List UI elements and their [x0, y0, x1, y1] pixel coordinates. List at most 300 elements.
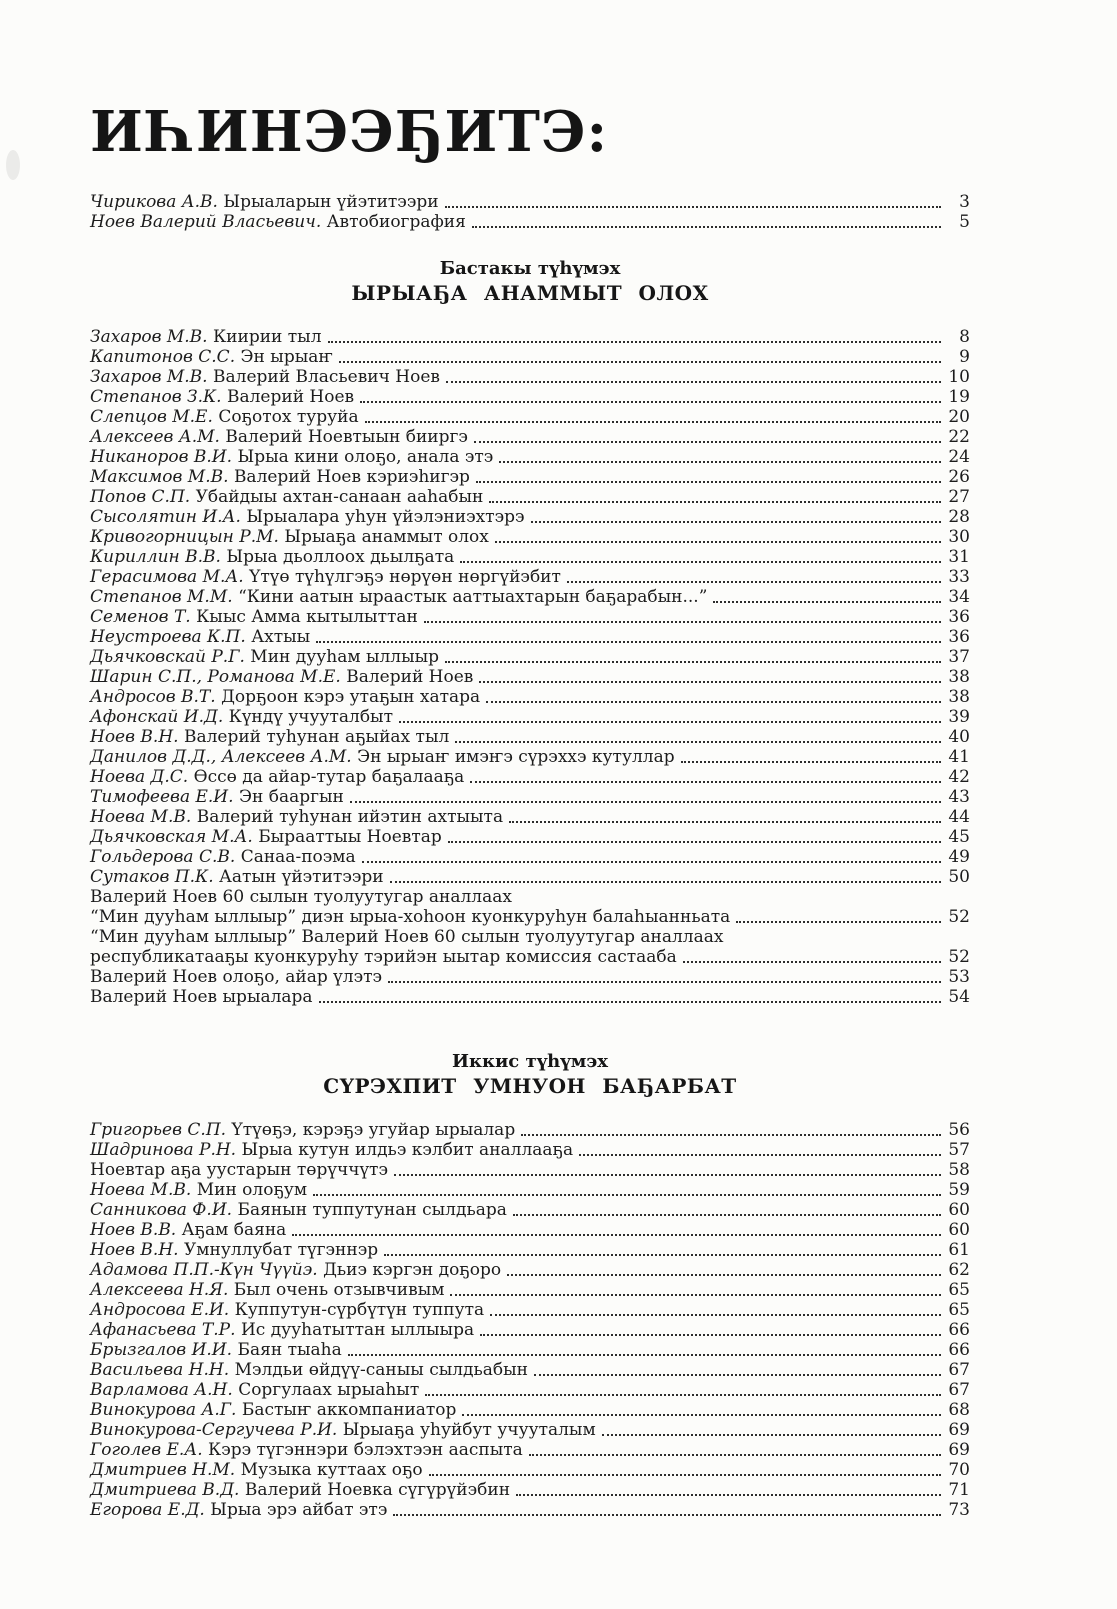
toc-entry-line	[90, 707, 970, 727]
toc-entry-line	[90, 787, 970, 807]
entry-author: Варламова А.Н.	[90, 1380, 233, 1401]
toc-entry	[90, 212, 970, 232]
entry-page-number: 41	[948, 747, 970, 768]
entry-author: Максимов М.В.	[90, 467, 229, 488]
dot-leader	[448, 841, 941, 843]
toc-entry-line	[90, 907, 970, 927]
entry-author: Дмитриева В.Д.	[90, 1480, 240, 1501]
toc-entry	[90, 1260, 970, 1280]
entry-title: Ырыаларын үйэтитээри	[223, 192, 439, 213]
entry-page-number: 10	[948, 367, 970, 388]
entry-author: Захаров М.В.	[90, 367, 208, 388]
entry-author: Семенов Т.	[90, 607, 191, 628]
dot-leader	[424, 621, 941, 623]
entry-author: Санникова Ф.И.	[90, 1200, 233, 1221]
dot-leader	[393, 1514, 941, 1516]
entry-title: Кэрэ түгэннэри бэлэхтээн ааспыта	[208, 1440, 523, 1461]
toc-entry-line	[90, 1360, 970, 1380]
entry-author: Степанов М.М.	[90, 587, 233, 608]
entry-author: Никаноров В.И.	[90, 447, 233, 468]
dot-leader	[394, 1174, 941, 1176]
entry-title: Валерий Ноев	[346, 667, 474, 688]
dot-leader	[362, 861, 941, 863]
entry-title: Үтүөҕэ, кэрэҕэ угуйар ырыалар	[231, 1120, 516, 1141]
entry-author: Слепцов М.Е.	[90, 407, 213, 428]
entry-title: Валерий Ноев олоҕо, айар үлэтэ	[90, 967, 383, 988]
toc-entry	[90, 1140, 970, 1160]
toc-entry	[90, 1500, 970, 1520]
dot-leader	[474, 441, 941, 443]
dot-leader	[313, 1194, 941, 1196]
entry-title: Санаа-поэма	[240, 847, 356, 868]
entry-page-number: 50	[948, 867, 970, 888]
toc-entry	[90, 427, 970, 447]
entry-page-number: 42	[948, 767, 970, 788]
toc-entry	[90, 1440, 970, 1460]
toc-entry	[90, 687, 970, 707]
toc-entry	[90, 487, 970, 507]
toc-entry-line	[90, 727, 970, 747]
entry-page-number: 38	[948, 667, 970, 688]
toc-entry-line	[90, 827, 970, 847]
dot-leader	[479, 681, 941, 683]
entry-title: “Мин дууһам ыллыыр” диэн ырыа-хоһоон куонкуруһун балаһыанньата	[90, 907, 731, 928]
entry-wrap-line: “Мин дууһам ыллыыр” Валерий Ноев 60 сылын туолуутугар аналлаах	[90, 927, 724, 948]
toc-entry-line	[90, 627, 970, 647]
toc-entry-line	[90, 347, 970, 367]
toc-entry-line	[90, 327, 970, 347]
dot-leader	[534, 1374, 941, 1376]
entry-page-number: 70	[948, 1460, 970, 1481]
entry-author: Шадринова Р.Н.	[90, 1140, 237, 1161]
toc-entry-line	[90, 587, 970, 607]
dot-leader	[486, 701, 941, 703]
entry-title: Валерий Ноев кэриэһигэр	[233, 467, 470, 488]
toc-entry	[90, 1380, 970, 1400]
section-heading	[90, 1051, 970, 1100]
entry-page-number: 49	[948, 847, 970, 868]
dot-leader	[425, 1394, 941, 1396]
entry-author: Ноев В.Н.	[90, 727, 179, 748]
toc-entry	[90, 1120, 970, 1140]
entry-title: Бастыҥ аккомпаниатор	[241, 1400, 457, 1421]
entry-author: Гольдерова С.В.	[90, 847, 236, 868]
dot-leader	[390, 881, 941, 883]
toc-entry-line	[90, 527, 970, 547]
toc-entry-line	[90, 1480, 970, 1500]
toc-entry-line	[90, 1120, 970, 1140]
toc-entry	[90, 787, 970, 807]
entry-page-number: 66	[948, 1320, 970, 1341]
toc-entry	[90, 367, 970, 387]
toc-entry	[90, 447, 970, 467]
entry-author: Кривогорницын Р.М.	[90, 527, 279, 548]
entry-author: Афонскай И.Д.	[90, 707, 224, 728]
entry-page-number: 65	[948, 1300, 970, 1321]
entry-author: Захаров М.В.	[90, 327, 208, 348]
toc-entry	[90, 467, 970, 487]
section-heading-sub: Бастакы түһүмэх	[439, 258, 621, 280]
entry-page-number: 67	[948, 1380, 970, 1401]
entry-page-number: 61	[948, 1240, 970, 1261]
entry-title: Бырааттыы Ноевтар	[258, 827, 442, 848]
section-heading-sub: Иккис түһүмэх	[451, 1051, 609, 1073]
entry-page-number: 68	[948, 1400, 970, 1421]
toc-entry	[90, 1240, 970, 1260]
entry-title: Ырыалара уһун үйэлэниэхтэрэ	[246, 507, 525, 528]
section-heading-main: ЫРЫАҔА АНАММЫТ ОЛОХ	[351, 281, 709, 306]
entry-author: Степанов З.К.	[90, 387, 222, 408]
dot-leader	[567, 581, 941, 583]
entry-title: Аҕам баяна	[181, 1220, 287, 1241]
entry-wrap-line: Валерий Ноев 60 сылын туолуутугар аналлаах	[90, 887, 512, 908]
entry-author: Ноев В.Н.	[90, 1240, 179, 1261]
entry-title: Валерий туһунан ийэтин ахтыыта	[196, 807, 504, 828]
dot-leader	[399, 721, 941, 723]
entry-page-number: 45	[948, 827, 970, 848]
dot-leader	[450, 1294, 941, 1296]
toc-entry	[90, 1200, 970, 1220]
toc-entry	[90, 527, 970, 547]
toc-entry-line	[90, 1420, 970, 1440]
entry-page-number: 27	[948, 487, 970, 508]
entry-page-number: 28	[948, 507, 970, 528]
dot-leader	[476, 481, 941, 483]
entry-title: Ырыаҕа анаммыт олох	[284, 527, 489, 548]
entry-author: Васильева Н.Н.	[90, 1360, 230, 1381]
entry-author: Ноев Валерий Власьевич.	[90, 212, 322, 233]
toc-entry-line	[90, 667, 970, 687]
entry-title: Музыка куттаах оҕо	[240, 1460, 423, 1481]
entry-author: Дмитриев Н.М.	[90, 1460, 236, 1481]
toc-entry	[90, 1420, 970, 1440]
toc-entry-line	[90, 1400, 970, 1420]
entry-title: Валерий Ноевтыын бииргэ	[225, 427, 468, 448]
entry-title: Валерий Власьевич Ноев	[213, 367, 440, 388]
toc-entry	[90, 587, 970, 607]
toc-entry	[90, 567, 970, 587]
entry-title: Был очень отзывчивым	[233, 1280, 445, 1301]
dot-leader	[365, 421, 941, 423]
toc-entry	[90, 767, 970, 787]
entry-title: Валерий Ноевка сүгүрүйэбин	[244, 1480, 511, 1501]
entry-author: Ноева М.В.	[90, 807, 192, 828]
toc-group	[90, 1051, 970, 1520]
dot-leader	[602, 1434, 941, 1436]
entry-author: Адамова П.П.-Күн Чүүйэ.	[90, 1260, 318, 1281]
toc-entry-line	[90, 1300, 970, 1320]
entry-page-number: 19	[948, 387, 970, 408]
toc-entry	[90, 967, 970, 987]
toc-entry-line	[90, 507, 970, 527]
toc-entry	[90, 847, 970, 867]
entry-page-number: 58	[948, 1160, 970, 1181]
entry-page-number: 24	[948, 447, 970, 468]
entry-page-number: 67	[948, 1360, 970, 1381]
toc-entry	[90, 547, 970, 567]
toc-entry	[90, 192, 970, 212]
entry-page-number: 26	[948, 467, 970, 488]
entry-page-number: 56	[948, 1120, 970, 1141]
entry-page-number: 36	[948, 627, 970, 648]
toc-entry-line	[90, 1460, 970, 1480]
entry-title: Ырыа эрэ айбат этэ	[210, 1500, 388, 1521]
entry-title: Валерий туһунан аҕыйах тыл	[183, 727, 450, 748]
toc-entry	[90, 607, 970, 627]
dot-leader	[579, 1154, 941, 1156]
entry-title: Ноевтар аҕа уустарын төрүччүтэ	[90, 1160, 388, 1181]
entry-page-number: 44	[948, 807, 970, 828]
entry-title: Куппутун-сүрбүтүн туппута	[234, 1300, 485, 1321]
entry-title: Киирии тыл	[213, 327, 322, 348]
entry-page-number: 30	[948, 527, 970, 548]
entry-page-number: 52	[948, 907, 970, 928]
dot-leader	[489, 501, 941, 503]
entry-author: Кириллин В.В.	[90, 547, 221, 568]
toc-entry-line	[90, 212, 970, 232]
dot-leader	[513, 1214, 941, 1216]
entry-title: Мин олоҕум	[196, 1180, 308, 1201]
dot-leader	[495, 541, 941, 543]
dot-leader	[319, 1001, 941, 1003]
toc-entries	[90, 192, 970, 232]
toc-entry-line	[90, 987, 970, 1007]
section-heading	[90, 258, 970, 307]
toc-entry	[90, 867, 970, 887]
dot-leader	[681, 761, 941, 763]
toc-entry-line	[90, 1500, 970, 1520]
entry-title: Дорҕоон кэрэ утаҕын хатара	[221, 687, 481, 708]
toc-entry	[90, 987, 970, 1007]
dot-leader	[713, 601, 941, 603]
entry-title: Автобиография	[326, 212, 466, 233]
entry-author: Гоголев Е.А.	[90, 1440, 203, 1461]
dot-leader	[348, 1354, 941, 1356]
toc-entry	[90, 1400, 970, 1420]
dot-leader	[460, 561, 941, 563]
dot-leader	[462, 1414, 941, 1416]
entry-author: Шарин С.П., Романова М.Е.	[90, 667, 341, 688]
toc-entry-line	[90, 1160, 970, 1180]
dot-leader	[529, 1454, 941, 1456]
toc-entry	[90, 707, 970, 727]
toc-entry	[90, 927, 970, 967]
entry-page-number: 34	[948, 587, 970, 608]
entry-page-number: 53	[948, 967, 970, 988]
entry-author: Ноев В.В.	[90, 1220, 177, 1241]
entry-page-number: 52	[948, 947, 970, 968]
entry-page-number: 60	[948, 1220, 970, 1241]
entry-page-number: 39	[948, 707, 970, 728]
entry-title: Кыыс Амма кытылыттан	[196, 607, 418, 628]
toc-entry-line	[90, 1260, 970, 1280]
entry-author: Андросова Е.И.	[90, 1300, 230, 1321]
toc-entry-line	[90, 847, 970, 867]
entry-title: Эн ырыаҥ имэҥэ сүрэххэ кутуллар	[357, 747, 675, 768]
toc-entry-line	[90, 192, 970, 212]
toc-entry	[90, 1300, 970, 1320]
toc-group	[90, 258, 970, 1007]
toc-entry	[90, 1280, 970, 1300]
toc-entry-line	[90, 547, 970, 567]
toc-entry	[90, 887, 970, 927]
toc-entry-line	[90, 967, 970, 987]
entry-author: Афанасьева Т.Р.	[90, 1320, 236, 1341]
dot-leader	[490, 1314, 941, 1316]
dot-leader	[360, 401, 941, 403]
toc-entry-line	[90, 807, 970, 827]
entry-author: Данилов Д.Д., Алексеев А.М.	[90, 747, 352, 768]
toc-entry-line	[90, 767, 970, 787]
toc-entry-line	[90, 687, 970, 707]
entry-author: Григорьев С.П.	[90, 1120, 227, 1141]
entry-page-number: 37	[948, 647, 970, 668]
entry-author: Ноева М.В.	[90, 1180, 192, 1201]
toc-entry-line	[90, 367, 970, 387]
entry-author: Ноева Д.С.	[90, 767, 189, 788]
entry-page-number: 71	[948, 1480, 970, 1501]
entry-page-number: 8	[959, 327, 970, 348]
toc-entry-line	[90, 607, 970, 627]
toc-entry	[90, 347, 970, 367]
section-heading-main: СҮРЭХПИТ УМНУОН БАҔАРБАТ	[323, 1074, 737, 1099]
dot-leader	[736, 921, 941, 923]
toc-group	[90, 192, 970, 232]
entry-page-number: 60	[948, 1200, 970, 1221]
entry-title: Үтүө түһүлгэҕэ нөрүөн нөргүйэбит	[249, 567, 561, 588]
entry-title: Мин дууһам ыллыыр	[250, 647, 440, 668]
entry-author: Дьячковскай Р.Г.	[90, 647, 245, 668]
entry-author: Алексеев А.М.	[90, 427, 220, 448]
entry-title: Убайдыы ахтан-санаан ааһабын	[195, 487, 484, 508]
toc-entry-line	[90, 407, 970, 427]
entry-page-number: 31	[948, 547, 970, 568]
entry-author: Алексеева Н.Я.	[90, 1280, 229, 1301]
dot-leader	[472, 226, 941, 228]
entry-title: Ырыа кутун илдьэ кэлбит аналлааҕа	[241, 1140, 574, 1161]
dot-leader	[480, 1334, 941, 1336]
toc-entry-line	[90, 1240, 970, 1260]
entry-page-number: 3	[959, 192, 970, 213]
toc-entry-line	[90, 447, 970, 467]
toc-entry	[90, 1480, 970, 1500]
dot-leader	[470, 781, 941, 783]
dot-leader	[516, 1494, 941, 1496]
entry-title: Соргулаах ырыаһыт	[238, 1380, 420, 1401]
dot-leader	[292, 1234, 941, 1236]
entry-title: республикатааҕы куонкуруһу тэрийэн ыытар комиссия састааба	[90, 947, 677, 968]
entry-page-number: 36	[948, 607, 970, 628]
toc-entry	[90, 727, 970, 747]
dot-leader	[445, 661, 941, 663]
toc-entry-line	[90, 1380, 970, 1400]
entry-page-number: 33	[948, 567, 970, 588]
toc-entry-line	[90, 1340, 970, 1360]
toc-entry	[90, 507, 970, 527]
entry-title: Ырыа дьоллоох дьылҕата	[226, 547, 455, 568]
entry-title: Ырыаҕа уһуйбут учууталым	[342, 1420, 596, 1441]
entry-title: Эн ырыаҥ	[240, 347, 333, 368]
entry-author: Герасимова М.А.	[90, 567, 244, 588]
entry-author: Брызгалов И.И.	[90, 1340, 233, 1361]
entry-page-number: 69	[948, 1420, 970, 1441]
dot-leader	[446, 381, 941, 383]
entry-page-number: 38	[948, 687, 970, 708]
toc-entry-line	[90, 1320, 970, 1340]
entry-title: Баян тыаһа	[237, 1340, 342, 1361]
dot-leader	[499, 461, 941, 463]
toc-entry-line	[90, 747, 970, 767]
entry-title: Ис дууһатыттан ыллыыра	[240, 1320, 475, 1341]
entry-page-number: 69	[948, 1440, 970, 1461]
entry-author: Капитонов С.С.	[90, 347, 236, 368]
toc-entry	[90, 387, 970, 407]
entry-title: Өссө да айар-тутар баҕалааҕа	[193, 767, 465, 788]
toc-entry	[90, 627, 970, 647]
dot-leader	[683, 961, 941, 963]
toc-entry	[90, 407, 970, 427]
entry-author: Винокурова А.Г.	[90, 1400, 237, 1421]
toc-entry-line	[90, 467, 970, 487]
toc-entry-line	[90, 1180, 970, 1200]
toc-entry-line	[90, 387, 970, 407]
entry-author: Попов С.П.	[90, 487, 191, 508]
entry-author: Сутаков П.К.	[90, 867, 214, 888]
toc-entry	[90, 1220, 970, 1240]
toc-entry-line	[90, 567, 970, 587]
toc-entry-line	[90, 867, 970, 887]
entry-page-number: 40	[948, 727, 970, 748]
dot-leader	[509, 821, 941, 823]
dot-leader	[455, 741, 941, 743]
toc-list	[90, 192, 970, 1520]
entry-page-number: 20	[948, 407, 970, 428]
toc-entry-line	[90, 1200, 970, 1220]
dot-leader	[521, 1134, 941, 1136]
entry-page-number: 59	[948, 1180, 970, 1201]
entry-title: Умнуллубат түгэннэр	[183, 1240, 379, 1261]
entry-title: Соҕотох туруйа	[218, 407, 359, 428]
entry-author: Андросов В.Т.	[90, 687, 216, 708]
toc-entry	[90, 1160, 970, 1180]
entry-title: Ырыа кини олоҕо, анала этэ	[237, 447, 494, 468]
entry-title: Валерий Ноев	[227, 387, 355, 408]
entry-page-number: 22	[948, 427, 970, 448]
dot-leader	[445, 206, 941, 208]
toc-entries	[90, 327, 970, 1007]
entry-author: Чирикова А.В.	[90, 192, 218, 213]
toc-entry	[90, 647, 970, 667]
toc-entry-line	[90, 947, 970, 967]
entry-title: Эн бааргын	[238, 787, 344, 808]
entry-author: Дьячковская М.А.	[90, 827, 253, 848]
toc-entry-line	[90, 1140, 970, 1160]
dot-leader	[388, 981, 941, 983]
entry-title: Валерий Ноев ырыалара	[90, 987, 313, 1008]
dot-leader	[429, 1474, 941, 1476]
toc-entry	[90, 807, 970, 827]
entry-title: Ахтыы	[251, 627, 311, 648]
dot-leader	[328, 341, 941, 343]
toc-entry	[90, 1360, 970, 1380]
entry-page-number: 62	[948, 1260, 970, 1281]
entry-title: Дьиэ кэргэн доҕоро	[323, 1260, 502, 1281]
entry-page-number: 54	[948, 987, 970, 1008]
dot-leader	[316, 641, 941, 643]
scan-smudge	[6, 150, 20, 180]
toc-entry	[90, 327, 970, 347]
entry-author: Винокурова-Сергучева Р.И.	[90, 1420, 338, 1441]
